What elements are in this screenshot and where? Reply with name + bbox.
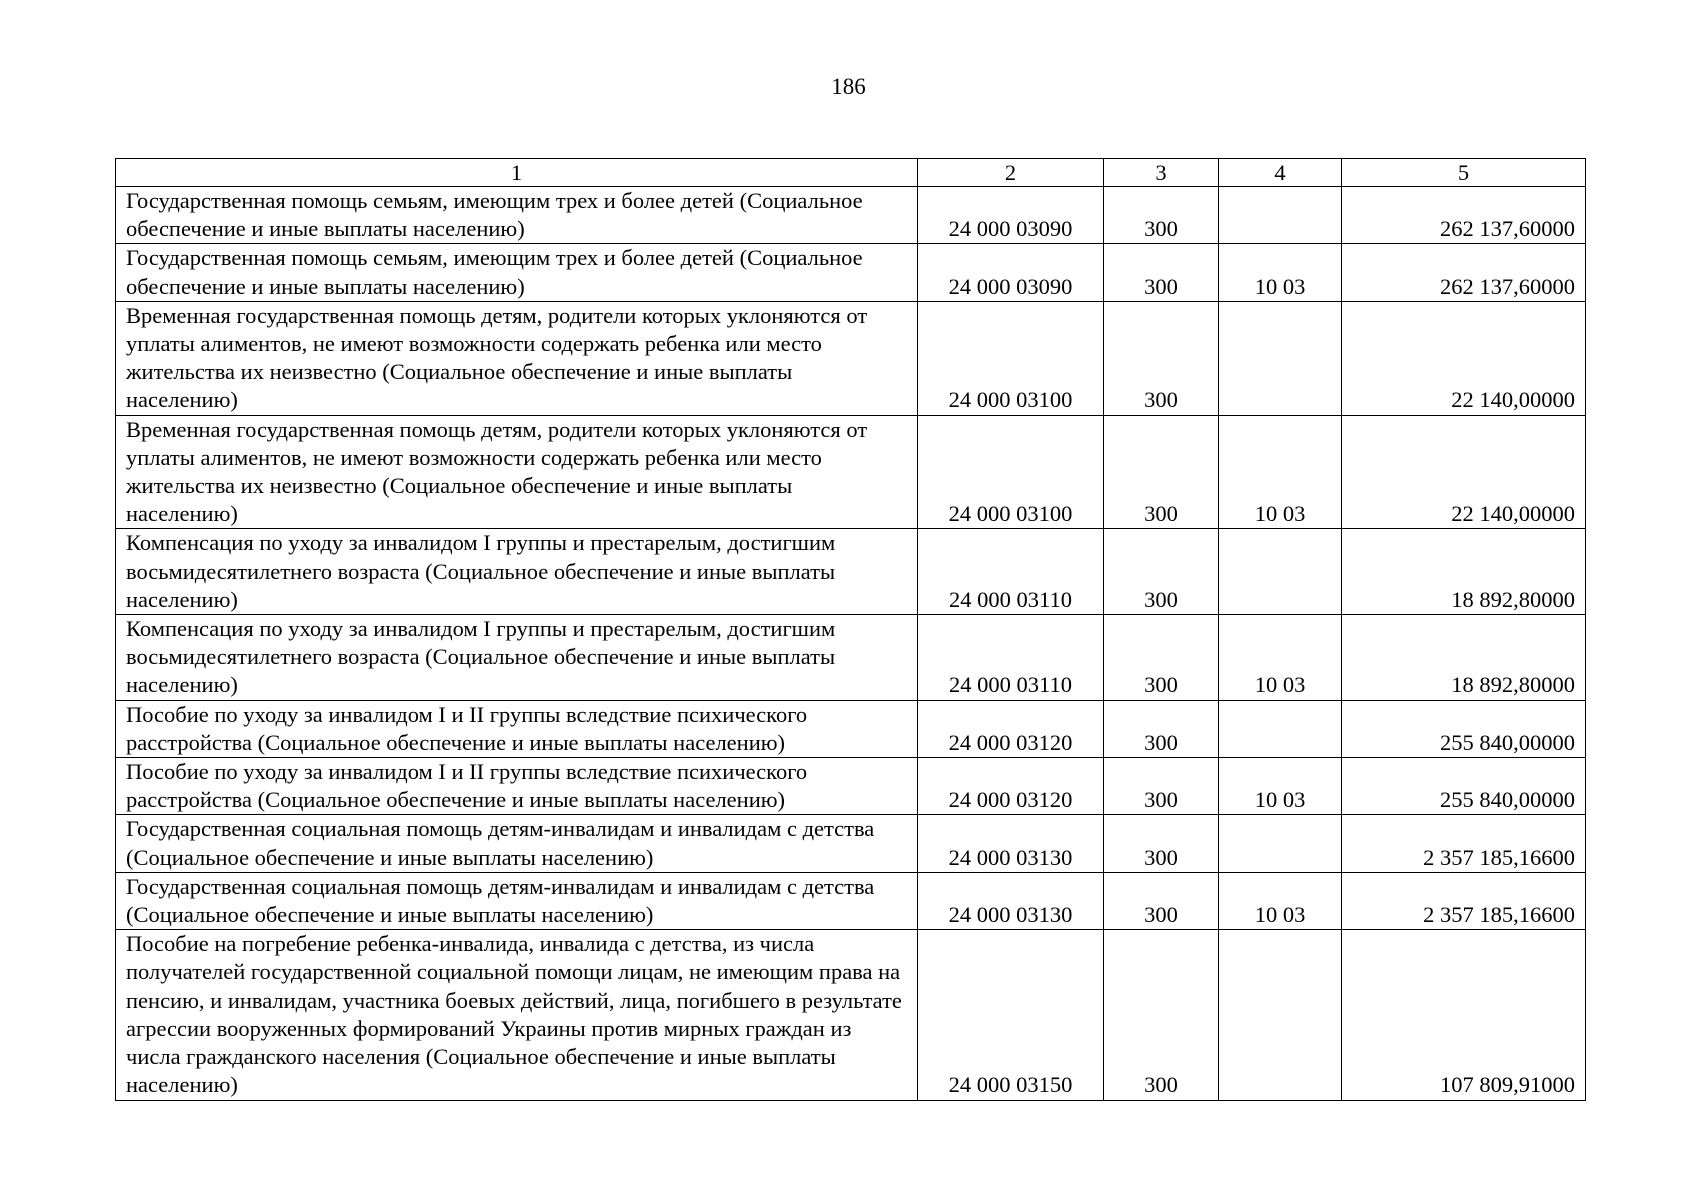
- row-code-cell: 24 000 03120: [918, 758, 1104, 815]
- row-name-cell: Компенсация по уходу за инвалидом I группы и престарелым, достигшим восьмидесятилетнего возраста (Социальное обеспечение и иные выплаты населению): [116, 529, 918, 615]
- table-header-row: [116, 159, 1586, 187]
- row-type-cell: 300: [1104, 415, 1219, 529]
- table-row: [116, 529, 1586, 615]
- row-code-cell: 24 000 03110: [918, 615, 1104, 701]
- row-type-cell: 300: [1104, 815, 1219, 872]
- row-type-cell: 300: [1104, 529, 1219, 615]
- row-section-cell: [1219, 930, 1342, 1100]
- row-name-cell: Пособие на погребение ребенка-инвалида, инвалида с детства, из числа получателей государственной социальной помощи лицам, не имеющим права на пенсию, и инвалидам, участника боевых действий, лица, погибшего в результате агрессии вооруженных формирований Украины против мирных граждан из числа гражданского населения (Социальное обеспечение и иные выплаты населению): [116, 930, 918, 1100]
- row-name-cell: Пособие по уходу за инвалидом I и II группы вследствие психического расстройства (Социальное обеспечение и иные выплаты населению): [116, 758, 918, 815]
- row-name-cell: Временная государственная помощь детям, родители которых уклоняются от уплаты алиментов, не имеют возможности содержать ребенка или место жительства их неизвестно (Социальное обеспечение и иные выплаты населению): [116, 301, 918, 415]
- table-row: [116, 872, 1586, 929]
- row-type-cell: 300: [1104, 930, 1219, 1100]
- row-type-cell: 300: [1104, 615, 1219, 701]
- row-type-cell: 300: [1104, 301, 1219, 415]
- row-name-cell: Компенсация по уходу за инвалидом I группы и престарелым, достигшим восьмидесятилетнего возраста (Социальное обеспечение и иные выплаты населению): [116, 615, 918, 701]
- row-amount-cell: 2 357 185,16600: [1342, 815, 1586, 872]
- row-amount-cell: 22 140,00000: [1342, 301, 1586, 415]
- table-row: [116, 301, 1586, 415]
- row-code-cell: 24 000 03130: [918, 815, 1104, 872]
- row-name-cell: Государственная помощь семьям, имеющим трех и более детей (Социальное обеспечение и иные выплаты населению): [116, 187, 918, 244]
- table-row: [116, 415, 1586, 529]
- row-name-cell: Пособие по уходу за инвалидом I и II группы вследствие психического расстройства (Социальное обеспечение и иные выплаты населению): [116, 700, 918, 757]
- row-code-cell: 24 000 03120: [918, 700, 1104, 757]
- row-section-cell: 10 03: [1219, 244, 1342, 301]
- row-amount-cell: 255 840,00000: [1342, 758, 1586, 815]
- row-type-cell: 300: [1104, 872, 1219, 929]
- row-section-cell: 10 03: [1219, 758, 1342, 815]
- column-header-section: 4: [1219, 159, 1342, 187]
- row-code-cell: 24 000 03130: [918, 872, 1104, 929]
- row-amount-cell: 262 137,60000: [1342, 244, 1586, 301]
- row-type-cell: 300: [1104, 244, 1219, 301]
- row-section-cell: [1219, 187, 1342, 244]
- table-row: [116, 700, 1586, 757]
- column-header-amount: 5: [1342, 159, 1586, 187]
- column-header-name: 1: [116, 159, 918, 187]
- row-section-cell: 10 03: [1219, 415, 1342, 529]
- row-amount-cell: 2 357 185,16600: [1342, 872, 1586, 929]
- row-code-cell: 24 000 03100: [918, 301, 1104, 415]
- row-code-cell: 24 000 03100: [918, 415, 1104, 529]
- row-amount-cell: 18 892,80000: [1342, 615, 1586, 701]
- row-section-cell: [1219, 815, 1342, 872]
- table-row: [116, 615, 1586, 701]
- row-amount-cell: 18 892,80000: [1342, 529, 1586, 615]
- row-code-cell: 24 000 03150: [918, 930, 1104, 1100]
- row-name-cell: Государственная социальная помощь детям-инвалидам и инвалидам с детства (Социальное обеспечение и иные выплаты населению): [116, 815, 918, 872]
- row-section-cell: 10 03: [1219, 615, 1342, 701]
- row-section-cell: 10 03: [1219, 872, 1342, 929]
- page-number: 186: [831, 74, 866, 99]
- column-header-code: 2: [918, 159, 1104, 187]
- row-section-cell: [1219, 700, 1342, 757]
- row-amount-cell: 262 137,60000: [1342, 187, 1586, 244]
- table-row: [116, 930, 1586, 1100]
- row-type-cell: 300: [1104, 700, 1219, 757]
- row-amount-cell: 107 809,91000: [1342, 930, 1586, 1100]
- row-name-cell: Государственная социальная помощь детям-инвалидам и инвалидам с детства (Социальное обеспечение и иные выплаты населению): [116, 872, 918, 929]
- row-section-cell: [1219, 301, 1342, 415]
- row-code-cell: 24 000 03090: [918, 244, 1104, 301]
- column-header-type: 3: [1104, 159, 1219, 187]
- row-name-cell: Временная государственная помощь детям, родители которых уклоняются от уплаты алиментов, не имеют возможности содержать ребенка или место жительства их неизвестно (Социальное обеспечение и иные выплаты населению): [116, 415, 918, 529]
- row-amount-cell: 22 140,00000: [1342, 415, 1586, 529]
- row-name-cell: Государственная помощь семьям, имеющим трех и более детей (Социальное обеспечение и иные выплаты населению): [116, 244, 918, 301]
- row-type-cell: 300: [1104, 758, 1219, 815]
- row-section-cell: [1219, 529, 1342, 615]
- table-row: [116, 244, 1586, 301]
- table-row: [116, 187, 1586, 244]
- budget-table: [115, 158, 1586, 1101]
- row-code-cell: 24 000 03110: [918, 529, 1104, 615]
- row-code-cell: 24 000 03090: [918, 187, 1104, 244]
- table-row: [116, 758, 1586, 815]
- row-type-cell: 300: [1104, 187, 1219, 244]
- table-row: [116, 815, 1586, 872]
- row-amount-cell: 255 840,00000: [1342, 700, 1586, 757]
